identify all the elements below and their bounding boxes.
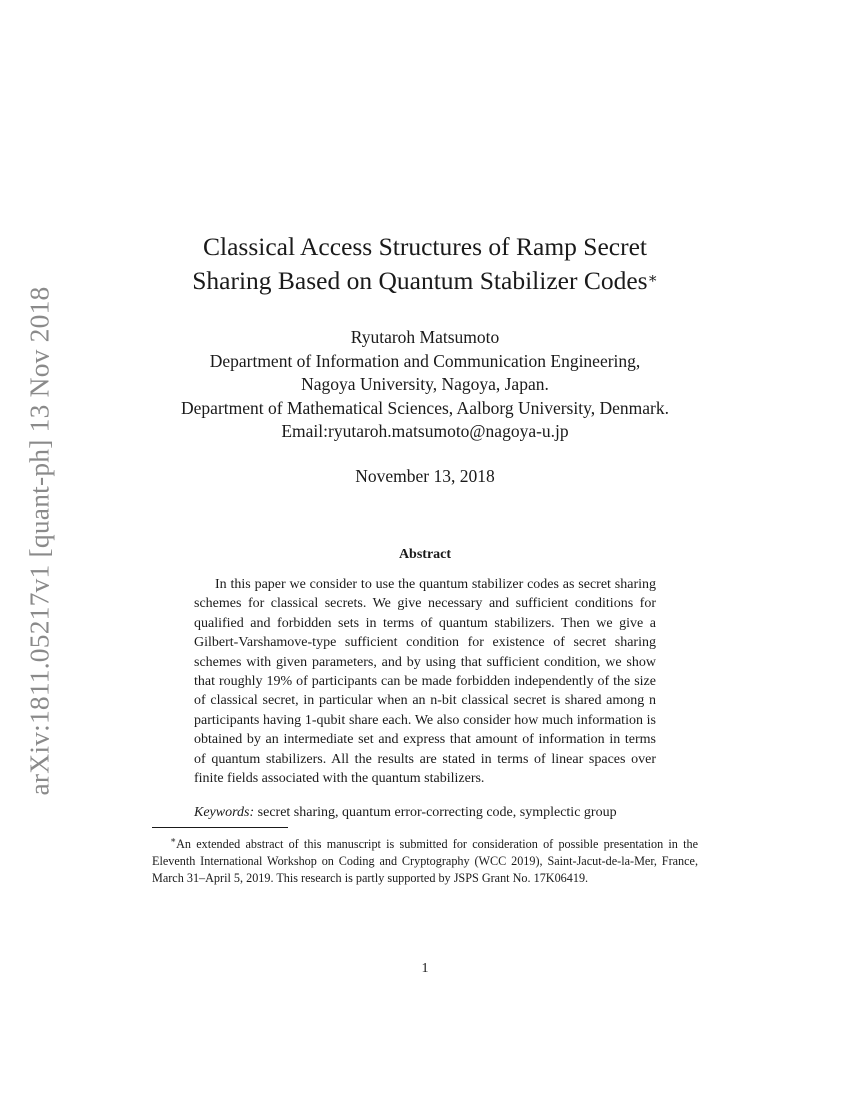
title-line-1: Classical Access Structures of Ramp Secret (202, 232, 647, 261)
footnote (152, 832, 698, 887)
title-footnote-mark: ∗ (647, 271, 658, 287)
footnote-text: An extended abstract of this manuscript is submitted for consideration of possible presentation in the Eleventh International Workshop on Coding and Cryptography (WCC 2019), Saint-Jacut-de-la-Mer, France, March 31–April 5, 2019. This research is partly supported by JSPS Grant No. 17K06419. (152, 837, 698, 886)
keywords-text: secret sharing, quantum error-correcting code, symplectic group (257, 805, 617, 820)
abstract-text: In this paper we consider to use the quantum stabilizer codes as secret sharing schemes for classical secrets. We give necessary and sufficient conditions for qualified and forbidden sets in terms of quantum stabilizers. Then we give a Gilbert-Varshamove-type sufficient condition for existence of secret sharing schemes with given parameters, and by using that sufficient condition, we show that roughly 19% of participants can be made forbidden independently of the size of classical secret, in particular when an n-bit classical secret is shared among n participants having 1-qubit share each. We also consider how much information is obtained by an intermediate set and express that amount of information in terms of quantum stabilizers. All the results are stated in terms of linear spaces over finite fields associated with the quantum stabilizers. (194, 577, 656, 787)
abstract-body (194, 575, 656, 788)
affiliation-2: Nagoya University, Nagoya, Japan. (301, 374, 549, 394)
paper-date: November 13, 2018 (355, 466, 495, 486)
arxiv-identifier-text: arXiv:1811.05217v1 [quant-ph] 13 Nov 2018 (23, 286, 54, 796)
paper-title (0, 230, 850, 298)
affiliation-1: Department of Information and Communication Engineering, (209, 350, 641, 371)
author-email: Email:ryutaroh.matsumoto@nagoya-u.jp (281, 421, 569, 441)
author-name: Ryutaroh Matsumoto (350, 327, 500, 347)
page-number: 1 (421, 961, 429, 976)
footnote-divider (152, 827, 288, 828)
author-block (0, 326, 850, 444)
title-line-2: Sharing Based on Quantum Stabilizer Codes (192, 266, 648, 295)
keywords-line (194, 803, 664, 822)
footnote-mark: ∗ (170, 835, 177, 845)
keywords-label: Keywords: (194, 805, 255, 820)
affiliation-3: Department of Mathematical Sciences, Aalborg University, Denmark. (181, 397, 669, 418)
abstract-heading: Abstract (398, 547, 452, 562)
